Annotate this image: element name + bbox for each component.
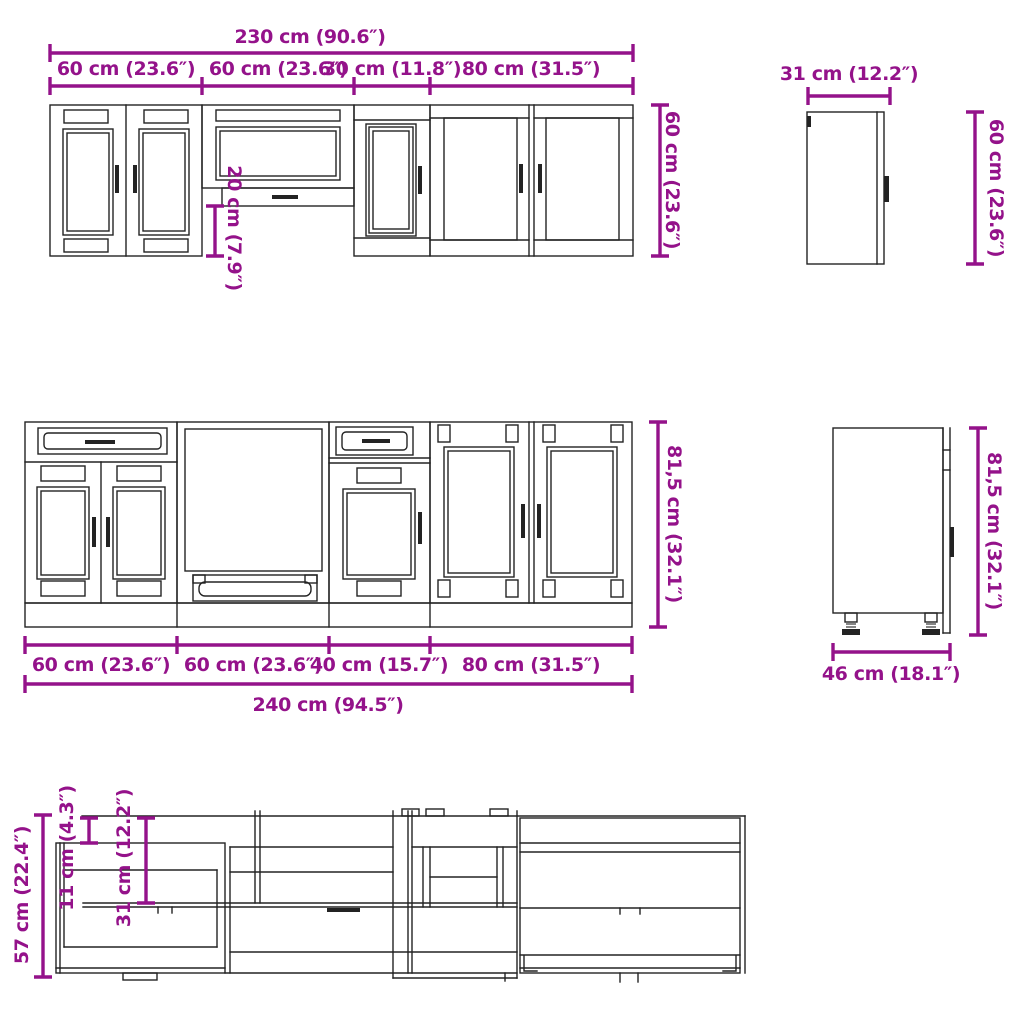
dim-hood-clearance (206, 165, 245, 290)
base-cabinet-side-view (822, 428, 1005, 685)
top-view-narrow-block (393, 809, 517, 981)
dim-base-total-width (25, 675, 632, 716)
drawer-handle (85, 440, 115, 444)
dim-label-base-side-width: 46 cm (18.1″) (821, 663, 961, 685)
dim-base-height (649, 422, 685, 627)
top-view-left-block (56, 843, 225, 980)
dim-label-base-seg1: 60 cm (23.6″) (31, 654, 171, 676)
dim-base-side-height (969, 428, 1005, 635)
drawer-handle (327, 908, 360, 912)
wall-bracket (807, 116, 811, 127)
dim-label-base-total: 240 cm (94.5″) (252, 694, 404, 716)
side-cabinet-outline (833, 428, 943, 613)
wall-cabinet-60-two-door (50, 105, 202, 256)
dim-label-top-wall-depth: 31 cm (12.2″) (113, 788, 135, 928)
cabinet-outline (177, 422, 329, 603)
door-handle (106, 517, 110, 547)
appliance-opening (185, 429, 322, 571)
dim-label-base-seg4: 80 cm (31.5″) (461, 654, 601, 676)
bottom-drawer (193, 575, 317, 601)
wall-cabinet-80-two-door (430, 105, 633, 256)
corner-bracket (524, 956, 537, 971)
dim-label-wall-seg2: 60 cm (23.6″) (208, 58, 348, 80)
dim-label-top-total-depth: 57 cm (22.4″) (11, 825, 33, 965)
adjustable-foot (922, 613, 940, 635)
door-handle (537, 504, 541, 538)
base-cabinet-80-two-door (430, 422, 632, 603)
top-view-middle-block (83, 811, 517, 973)
drawer-handle (272, 195, 298, 199)
dim-base-segments (25, 636, 632, 676)
dim-label-wall-side-width: 31 cm (12.2″) (779, 63, 919, 85)
dim-wall-side-width (780, 63, 918, 105)
wall-cabinets-front-view (50, 26, 683, 291)
wall-cabinet-30-glass (354, 105, 430, 256)
dim-wall-height (651, 105, 683, 256)
door-handle (884, 176, 889, 202)
dim-wall-total-width (50, 26, 633, 62)
dim-wall-side-height (966, 112, 1007, 264)
top-plan-view (11, 785, 745, 982)
dim-label-base-side-height: 81,5 cm (32.1″) (983, 452, 1005, 610)
dim-label-wall-seg1: 60 cm (23.6″) (56, 58, 196, 80)
door-handle (418, 166, 422, 194)
door-handle (521, 504, 525, 538)
door-handle (418, 512, 422, 544)
corner-bracket (723, 956, 736, 971)
top-view-right-block (520, 816, 745, 982)
dim-label-wall-seg3: 30 cm (11.8″) (322, 58, 462, 80)
base-cabinet-60-appliance (177, 422, 329, 603)
dim-label-wall-height: 60 cm (23.6″) (661, 110, 683, 250)
base-cabinets-front-view (25, 422, 685, 716)
dim-label-wall-total: 230 cm (90.6″) (234, 26, 386, 48)
wall-cabinet-side-view (780, 63, 1007, 264)
dim-label-base-seg3: 40 cm (15.7″) (309, 654, 449, 676)
door-handle (133, 165, 137, 193)
dim-top-offset (56, 785, 98, 910)
side-cabinet-outline (807, 112, 884, 264)
cabinet-outline (430, 105, 633, 256)
door-handle (92, 517, 96, 547)
dim-label-base-seg2: 60 cm (23.6″) (183, 654, 323, 676)
cabinet-outline (430, 422, 632, 603)
dim-label-top-offset: 11 cm (4.3″) (56, 785, 78, 911)
dim-label-wall-side-height: 60 cm (23.6″) (985, 118, 1007, 258)
dim-wall-segments (50, 58, 633, 95)
door-handle (519, 164, 523, 193)
drawer-handle (362, 439, 390, 443)
dim-top-total-depth (11, 815, 52, 977)
adjustable-foot (842, 613, 860, 635)
dim-label-base-height: 81,5 cm (32.1″) (663, 445, 685, 603)
base-cabinet-60-drawer-doors (25, 422, 177, 603)
base-cabinet-40-drawer-door (329, 422, 430, 603)
door-handle (538, 164, 542, 193)
base-plinth (25, 603, 632, 627)
door-handle (115, 165, 119, 193)
dim-label-hood-clearance: 20 cm (7.9″) (223, 165, 245, 291)
dim-label-wall-seg4: 80 cm (31.5″) (461, 58, 601, 80)
door-handle (950, 527, 954, 557)
dim-base-side-width (822, 643, 960, 685)
